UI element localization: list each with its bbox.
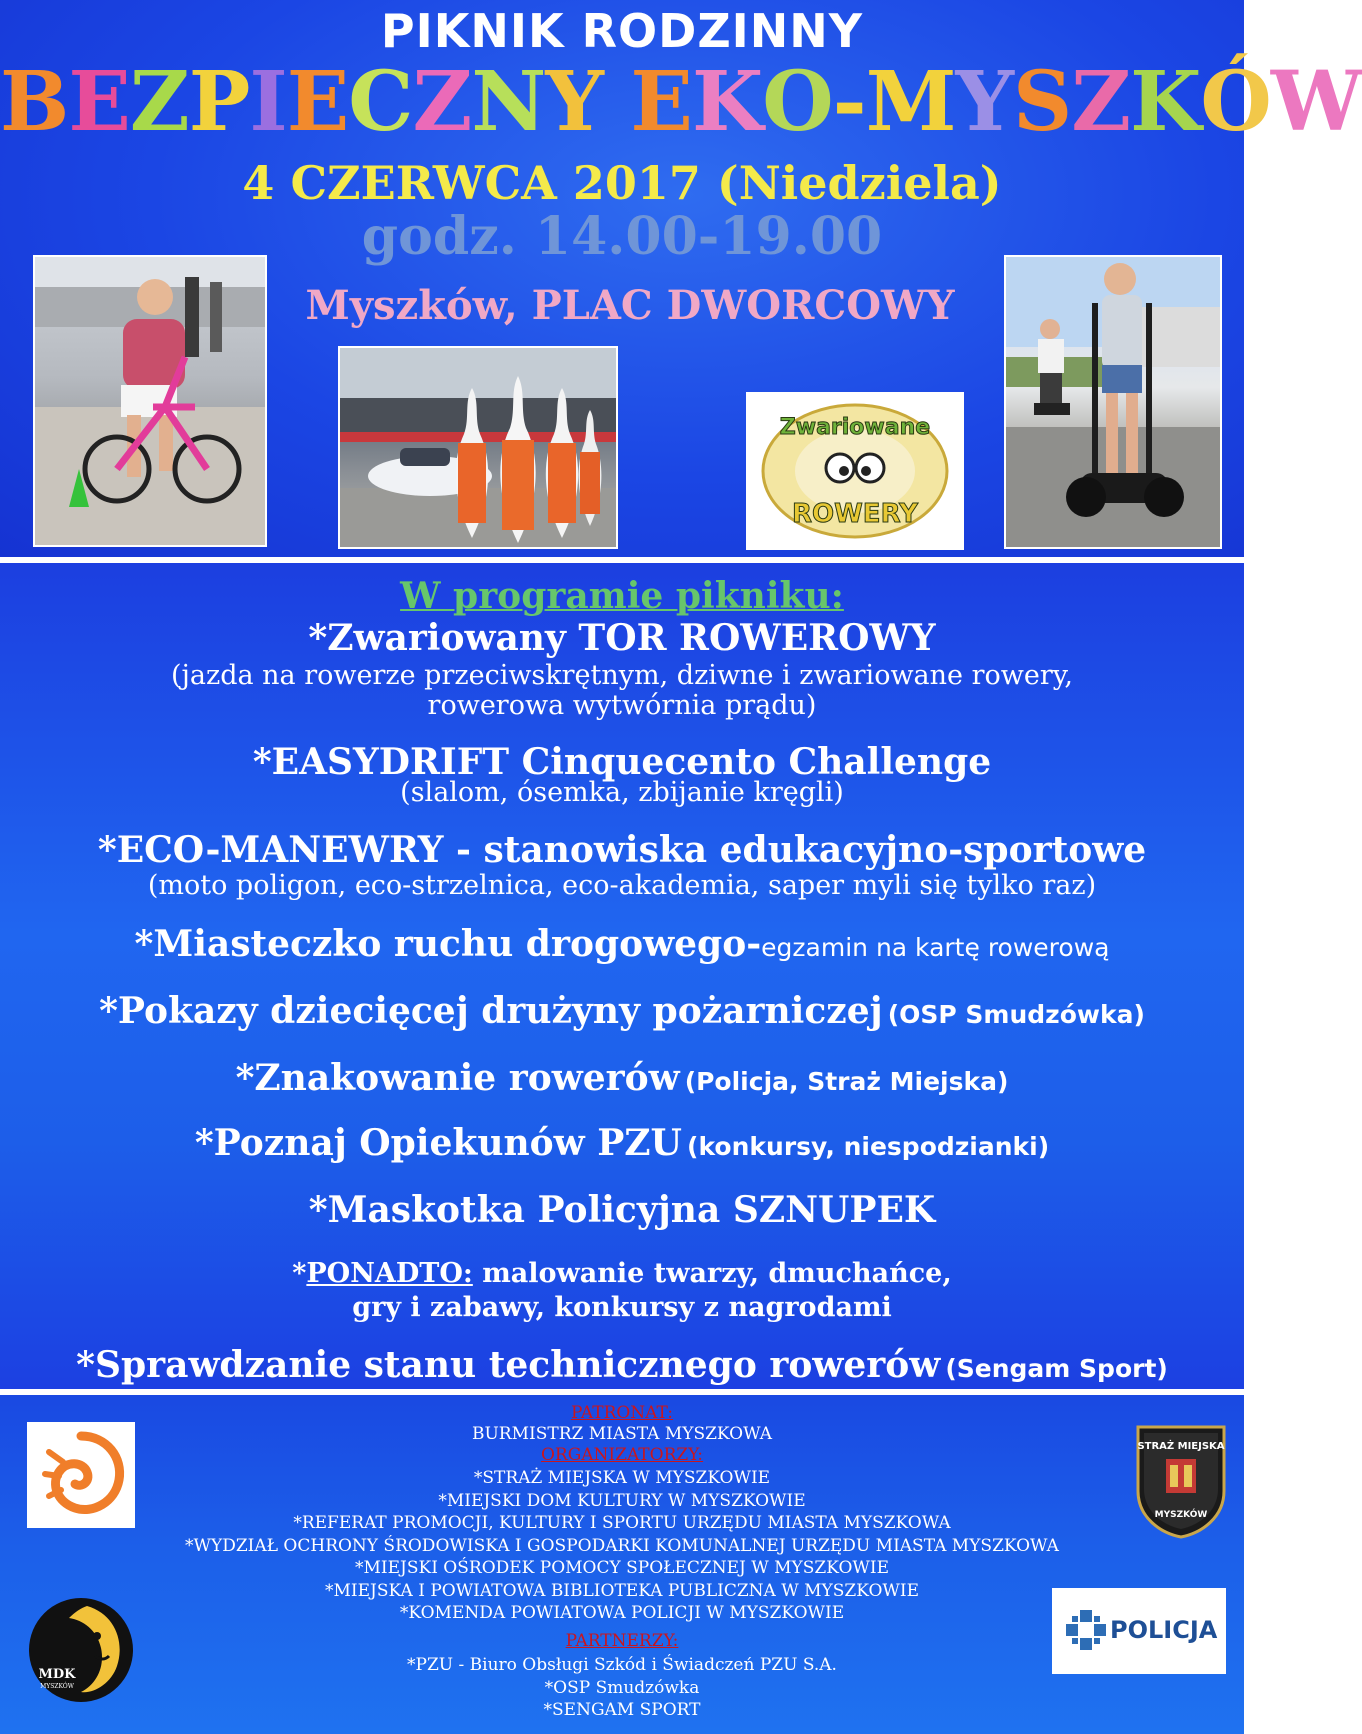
title-letter: K <box>1130 54 1201 150</box>
event-date: 4 CZERWCA 2017 (Niedziela) <box>242 156 1002 210</box>
program-item-6 <box>0 1057 1244 1099</box>
program-title: W programie pikniku: <box>400 575 844 617</box>
bowling-pins-photo <box>338 346 618 549</box>
title-letter: S <box>1013 54 1072 150</box>
title-letter: O <box>762 54 833 150</box>
event-hours: godz. 14.00-19.00 <box>361 206 883 267</box>
policja-logo-text: POLICJA <box>1110 1616 1218 1644</box>
title-letter: P <box>188 54 250 150</box>
logo-text-bottom: ROWERY <box>792 499 918 529</box>
organizer-item: *MIEJSKA I POWIATOWA BIBLIOTEKA PUBLICZNA W MYSZKOWIE <box>325 1581 919 1601</box>
program-item-1-desc-line1: (jazda na rowerze przeciwskrętnym, dziwne i zwariowane rowery, <box>170 660 1074 691</box>
title-letter: B <box>0 54 69 150</box>
title-letter: E <box>286 54 349 150</box>
title-letter: K <box>691 54 763 150</box>
organizer-item: *MIEJSKI DOM KULTURY W MYSZKOWIE <box>438 1491 806 1511</box>
title-letter <box>603 54 631 150</box>
title-letter: N <box>471 54 546 150</box>
organizer-item: *WYDZIAŁ OCHRONY ŚRODOWISKA I GOSPODARKI KOMUNALNEJ URZĘDU MIASTA MYSZKOWA <box>185 1536 1059 1556</box>
program-item-4-title: *Miasteczko ruchu drogowego- <box>134 923 762 965</box>
program-item-2-desc: (slalom, ósemka, zbijanie kręgli) <box>400 777 844 808</box>
program-item-3-title: *ECO-MANEWRY - stanowiska edukacyjno-sportowe <box>97 829 1147 871</box>
title-letter: Y <box>545 54 603 150</box>
program-item-6-title: *Znakowanie rowerów <box>235 1057 680 1099</box>
title-letter: Z <box>1071 54 1131 150</box>
program-item-9-rest: malowanie twarzy, dmuchańce, <box>472 1258 952 1289</box>
partner-item: *OSP Smudzówka <box>544 1678 700 1698</box>
partners-label: PARTNERZY: <box>565 1631 679 1651</box>
program-item-3-desc: (moto poligon, eco-strzelnica, eco-akademia, saper myli się tylko raz) <box>147 870 1097 901</box>
title-letter: - <box>832 54 866 150</box>
program-item-6-note: (Policja, Straż Miejska) <box>684 1067 1009 1096</box>
event-place: Myszków, PLAC DWORCOWY <box>305 282 955 329</box>
title-letter: Y <box>955 54 1014 150</box>
title-letter: E <box>630 54 692 150</box>
title-letter: W <box>1270 54 1362 150</box>
program-item-8-title: *Maskotka Policyjna SZNUPEK <box>308 1189 936 1231</box>
straz-miejska-badge <box>1132 1421 1230 1541</box>
patronat-label: PATRONAT: <box>571 1403 673 1423</box>
mdk-logo <box>27 1596 135 1704</box>
partner-item: *SENGAM SPORT <box>543 1700 701 1720</box>
program-item-9-label: PONADTO: <box>306 1258 473 1289</box>
title-letter: E <box>68 54 130 150</box>
program-item-7 <box>0 1122 1244 1164</box>
organizer-item: *KOMENDA POWIATOWA POLICJI W MYSZKOWIE <box>399 1603 845 1623</box>
program-item-10-note: (Sengam Sport) <box>945 1354 1168 1383</box>
mdk-logo-text: MDK <box>38 1667 76 1682</box>
partner-item: *PZU - Biuro Obsługi Szkód i Świadczeń PZU S.A. <box>407 1655 837 1675</box>
logo-text-top: Zwariowane <box>779 415 931 440</box>
mdk-logo-subtext: MYSZKÓW <box>40 1683 74 1690</box>
program-item-7-title: *Poznaj Opiekunów PZU <box>194 1122 682 1164</box>
zwariowane-rowery-logo <box>746 392 964 550</box>
program-item-5-title: *Pokazy dziecięcej drużyny pożarniczej <box>99 990 883 1032</box>
program-item-4-note: egzamin na kartę rowerową <box>761 933 1110 962</box>
bike-photo <box>33 255 267 547</box>
program-item-10-title: *Sprawdzanie stanu technicznego rowerów <box>76 1344 941 1386</box>
organizers-label: ORGANIZATORZY: <box>540 1445 704 1465</box>
organizer-item: *STRAŻ MIEJSKA W MYSZKOWIE <box>473 1468 771 1488</box>
program-item-9 <box>0 1258 1244 1289</box>
title-letter: Z <box>412 54 472 150</box>
title-letter: Z <box>129 54 189 150</box>
program-item-2-title: *EASYDRIFT Cinquecento Challenge <box>252 741 992 783</box>
title-letter: I <box>249 54 287 150</box>
program-item-1-title: *Zwariowany TOR ROWEROWY <box>308 617 936 659</box>
organizer-item: *MIEJSKI OŚRODEK POMOCY SPOŁECZNEJ W MYSZKOWIE <box>355 1558 889 1578</box>
event-title <box>0 54 1362 150</box>
shell-logo <box>27 1422 135 1528</box>
title-letter: M <box>865 54 956 150</box>
header-panel <box>0 0 1362 557</box>
segway-photo <box>1004 255 1222 549</box>
title-letter: C <box>348 54 413 150</box>
organizer-item: *REFERAT PROMOCJI, KULTURY I SPORTU URZĘDU MIASTA MYSZKOWA <box>293 1513 951 1533</box>
policja-logo <box>1052 1588 1226 1674</box>
title-letter: Ó <box>1200 54 1271 150</box>
program-item-1-desc-line2: rowerowa wytwórnia prądu) <box>427 690 817 721</box>
program-item-9-prefix: * <box>292 1258 307 1289</box>
program-item-10 <box>0 1344 1244 1386</box>
badge-top-text: STRAŻ MIEJSKA <box>1137 1441 1225 1452</box>
event-type-heading: PIKNIK RODZINNY <box>380 4 864 58</box>
badge-bottom-text: MYSZKÓW <box>1154 1510 1208 1520</box>
program-item-9-line2: gry i zabawy, konkursy z nagrodami <box>352 1292 892 1323</box>
program-item-7-note: (konkursy, niespodzianki) <box>687 1132 1050 1161</box>
program-item-5-note: (OSP Smudzówka) <box>887 1000 1145 1029</box>
program-item-4 <box>0 923 1244 965</box>
program-item-5 <box>0 990 1244 1032</box>
patronat-name: BURMISTRZ MIASTA MYSZKOWA <box>471 1424 773 1444</box>
